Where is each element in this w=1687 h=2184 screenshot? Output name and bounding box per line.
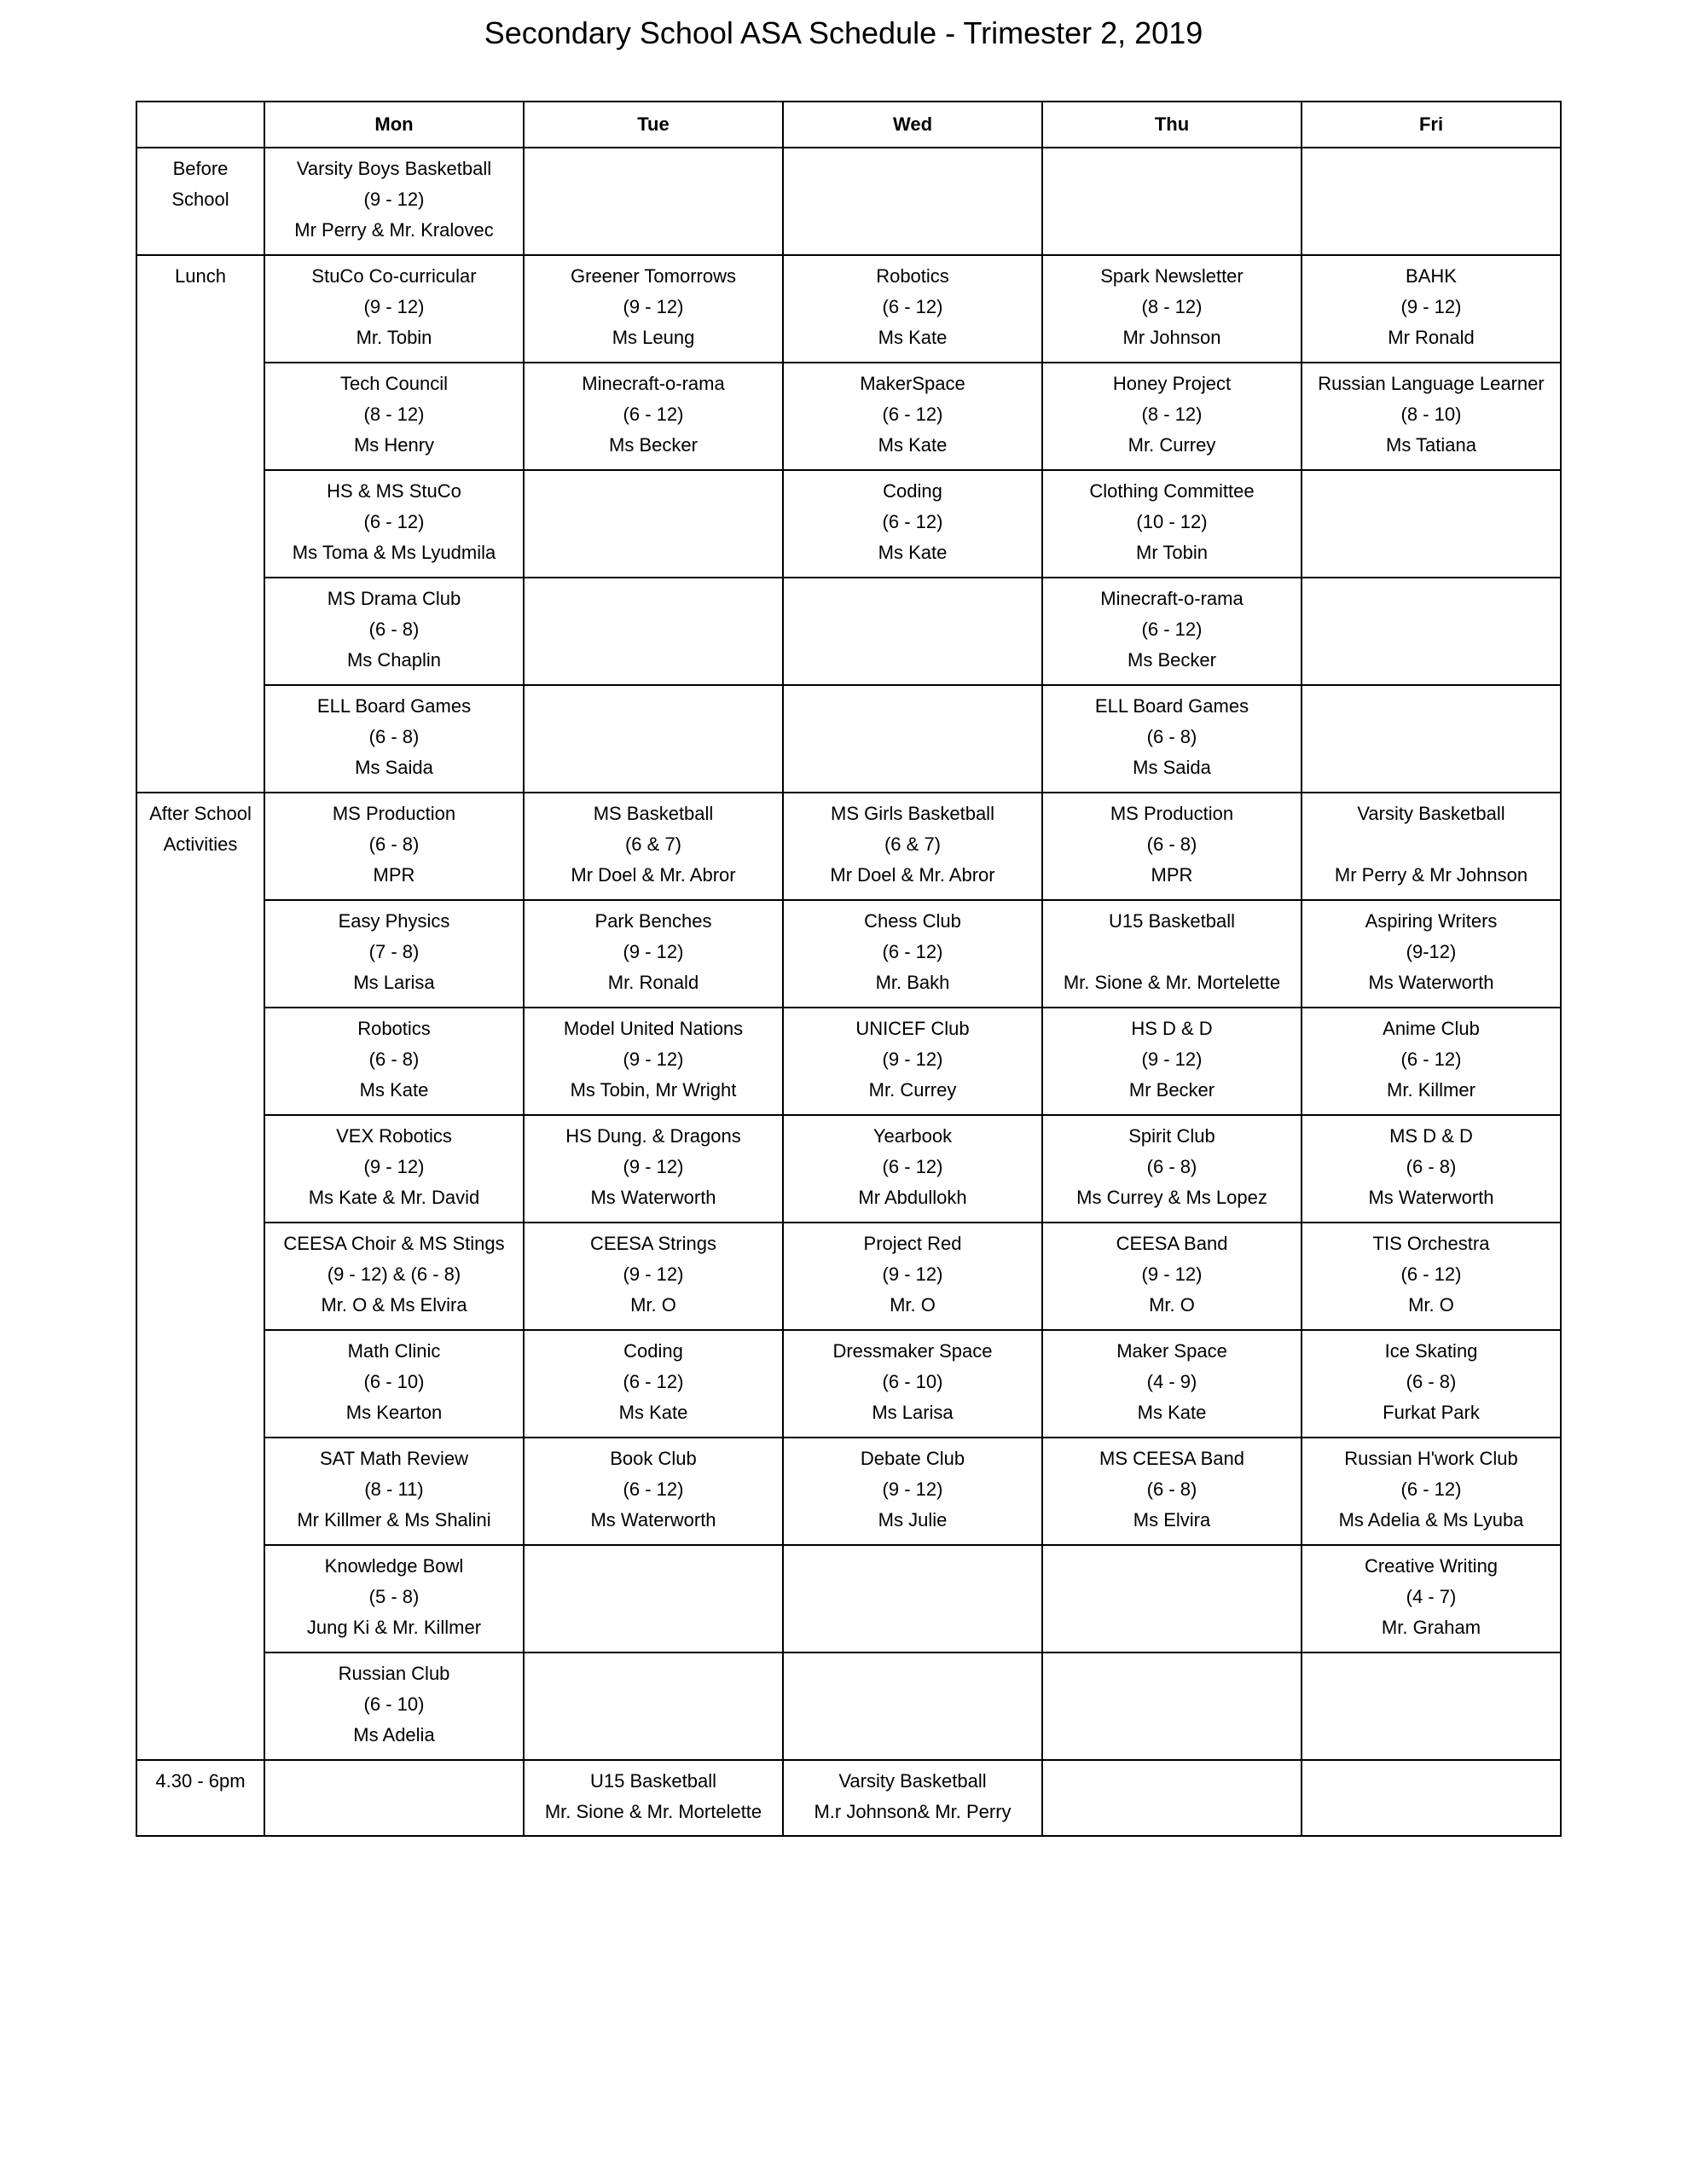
activity-grades: (9 - 12) & (6 - 8): [327, 1263, 461, 1285]
activity-teacher: Jung Ki & Mr. Killmer: [306, 1617, 482, 1638]
activity-cell-tue: [524, 1115, 783, 1223]
activity-teacher: Ms Saida: [1133, 757, 1211, 778]
activity-cell-wed: [783, 1545, 1042, 1653]
activity-cell-tue: [524, 1223, 783, 1330]
activity-grades: (6 - 8): [368, 834, 420, 855]
activity-name: StuCo Co-curricular: [311, 265, 477, 287]
activity-grades: (6 & 7): [884, 834, 942, 855]
activity-cell-wed: [783, 1115, 1042, 1223]
activity-teacher: Ms Kate: [878, 542, 948, 563]
activity-cell-thu: [1042, 793, 1301, 900]
activity-cell-mon: [264, 470, 524, 578]
schedule-row: [136, 1008, 1561, 1115]
activity-name: U15 Basketball: [590, 1770, 716, 1792]
day-header-tue: Tue: [524, 102, 783, 148]
activity-teacher: Furkat Park: [1383, 1402, 1480, 1423]
activity-name: MS D & D: [1389, 1125, 1473, 1147]
activity-grades: [1043, 937, 1301, 967]
activity-cell-mon: [264, 1438, 524, 1545]
schedule-row: [136, 255, 1561, 363]
activity-teacher: Mr Ronald: [1388, 327, 1475, 348]
activity-name: Book Club: [610, 1448, 697, 1469]
activity-name: Maker Space: [1116, 1340, 1227, 1362]
schedule-row: [136, 578, 1561, 685]
activity-cell-fri: [1301, 1008, 1561, 1115]
activity-name: MS Drama Club: [327, 588, 461, 609]
activity-cell-fri: [1301, 1115, 1561, 1223]
activity-cell-fri: [1301, 1330, 1561, 1438]
activity-name: Coding: [883, 480, 942, 502]
period-label-line: 4.30 - 6pm: [155, 1770, 246, 1792]
activity-cell-fri: [1301, 470, 1561, 578]
period-label-line: Lunch: [175, 265, 226, 287]
schedule-row: [136, 900, 1561, 1008]
activity-teacher: Ms Becker: [1128, 649, 1216, 671]
activity-cell-tue: [524, 900, 783, 1008]
activity-teacher: Ms Adelia & Ms Lyuba: [1338, 1509, 1524, 1531]
activity-cell-tue: [524, 1760, 783, 1836]
activity-cell-tue: [524, 1653, 783, 1760]
activity-name: BAHK: [1406, 265, 1457, 287]
activity-cell-wed: [783, 1438, 1042, 1545]
activity-cell-wed: [783, 1760, 1042, 1836]
activity-teacher: Mr. O: [1149, 1294, 1195, 1316]
activity-cell-mon: [264, 255, 524, 363]
activity-cell-thu: [1042, 1115, 1301, 1223]
activity-teacher: Mr Perry & Mr. Kralovec: [294, 219, 494, 241]
activity-teacher: Ms Julie: [878, 1509, 948, 1531]
activity-grades: (6 - 12): [882, 1156, 943, 1177]
activity-teacher: Ms Waterworth: [590, 1509, 716, 1531]
activity-teacher: Ms Kate: [618, 1402, 688, 1423]
activity-name: Ice Skating: [1384, 1340, 1478, 1362]
activity-cell-fri: [1301, 148, 1561, 255]
activity-cell-mon: [264, 1008, 524, 1115]
activity-teacher: Ms Elvira: [1133, 1509, 1211, 1531]
activity-cell-wed: [783, 1330, 1042, 1438]
header-row: [136, 102, 1561, 148]
activity-name: Varsity Basketball: [838, 1770, 987, 1792]
activity-name: MS CEESA Band: [1099, 1448, 1244, 1469]
activity-cell-fri: [1301, 255, 1561, 363]
activity-name: Russian H'work Club: [1344, 1448, 1518, 1469]
activity-cell-thu: [1042, 1008, 1301, 1115]
activity-cell-tue: [524, 148, 783, 255]
period-label-line: Activities: [163, 834, 238, 855]
schedule-body: [136, 148, 1561, 1836]
activity-cell-tue: [524, 1330, 783, 1438]
activity-cell-wed: [783, 1653, 1042, 1760]
activity-name: Greener Tomorrows: [571, 265, 736, 287]
activity-cell-thu: [1042, 1545, 1301, 1653]
activity-teacher: Ms Tatiana: [1386, 434, 1476, 456]
activity-teacher: Ms Saida: [355, 757, 433, 778]
activity-grades: (4 - 7): [1406, 1586, 1457, 1607]
activity-teacher: Mr. Currey: [868, 1079, 957, 1101]
activity-teacher: Ms Kate: [1137, 1402, 1207, 1423]
day-header-wed: Wed: [783, 102, 1042, 148]
activity-grades: (9 - 12): [882, 1048, 943, 1070]
activity-teacher: Mr Johnson: [1122, 327, 1221, 348]
period-label-cell: [136, 1760, 264, 1836]
activity-cell-wed: [783, 255, 1042, 363]
activity-name: Varsity Boys Basketball: [296, 158, 492, 179]
activity-teacher: Ms Larisa: [353, 972, 435, 993]
activity-name: Varsity Basketball: [1357, 803, 1505, 824]
activity-cell-thu: [1042, 1330, 1301, 1438]
activity-name: HS D & D: [1131, 1018, 1213, 1039]
activity-grades: (9 - 12): [882, 1263, 943, 1285]
activity-grades: (6 - 12): [363, 511, 425, 532]
activity-cell-mon: [264, 793, 524, 900]
corner-cell: [136, 102, 264, 148]
activity-grades: (6 - 12): [882, 511, 943, 532]
activity-teacher: Ms Kate: [359, 1079, 429, 1101]
activity-name: Russian Club: [338, 1663, 450, 1684]
activity-grades: (6 - 8): [368, 1048, 420, 1070]
activity-name: CEESA Strings: [590, 1233, 716, 1254]
activity-teacher: Ms Waterworth: [590, 1187, 716, 1208]
activity-name: Anime Club: [1383, 1018, 1480, 1039]
activity-grades: (6 - 10): [882, 1371, 943, 1392]
activity-cell-wed: [783, 148, 1042, 255]
activity-name: ELL Board Games: [1094, 695, 1249, 717]
activity-cell-mon: [264, 1330, 524, 1438]
activity-teacher: Mr Doel & Mr. Abror: [571, 864, 736, 886]
activity-name: Minecraft-o-rama: [1100, 588, 1244, 609]
activity-grades: (9 - 12): [363, 189, 425, 210]
activity-grades: (8 - 11): [364, 1478, 424, 1500]
activity-teacher: Ms Becker: [609, 434, 698, 456]
activity-name: Creative Writing: [1364, 1555, 1499, 1577]
schedule-row: [136, 793, 1561, 900]
activity-name: Aspiring Writers: [1365, 910, 1498, 932]
activity-grades: (9 - 12): [623, 1263, 684, 1285]
activity-cell-mon: [264, 900, 524, 1008]
activity-cell-tue: [524, 1008, 783, 1115]
activity-teacher: Ms Waterworth: [1368, 972, 1494, 993]
activity-cell-tue: [524, 1438, 783, 1545]
activity-grades: (9 - 12): [623, 296, 684, 317]
activity-teacher: Mr. Sione & Mr. Mortelette: [1063, 972, 1281, 993]
activity-name: Project Red: [863, 1233, 962, 1254]
activity-name: VEX Robotics: [336, 1125, 452, 1147]
activity-grades: (6 - 8): [1146, 1478, 1197, 1500]
activity-cell-fri: [1301, 1760, 1561, 1836]
activity-teacher: Mr Doel & Mr. Abror: [830, 864, 995, 886]
activity-name: HS & MS StuCo: [327, 480, 461, 502]
activity-cell-thu: [1042, 578, 1301, 685]
schedule-row: [136, 148, 1561, 255]
activity-cell-fri: [1301, 900, 1561, 1008]
activity-name: SAT Math Review: [319, 1448, 469, 1469]
activity-cell-mon: [264, 685, 524, 793]
schedule-row: [136, 363, 1561, 470]
activity-grades: (6 - 8): [368, 619, 420, 640]
activity-name: Minecraft-o-rama: [582, 373, 725, 394]
activity-cell-tue: [524, 255, 783, 363]
activity-grades: (6 - 8): [368, 726, 420, 747]
activity-cell-fri: [1301, 578, 1561, 685]
activity-name: Russian Language Learner: [1318, 373, 1545, 394]
activity-cell-wed: [783, 470, 1042, 578]
schedule-row: [136, 1760, 1561, 1836]
activity-cell-wed: [783, 1008, 1042, 1115]
activity-name: CEESA Choir & MS Stings: [283, 1233, 505, 1254]
activity-cell-thu: [1042, 1223, 1301, 1330]
activity-grades: (9 - 12): [363, 1156, 425, 1177]
activity-grades: [1302, 829, 1560, 860]
activity-grades: (5 - 8): [368, 1586, 420, 1607]
activity-teacher: MPR: [373, 864, 415, 886]
activity-grades: (6 - 12): [623, 404, 684, 425]
activity-teacher: Mr. Ronald: [607, 972, 699, 993]
activity-grades: (6 - 12): [882, 941, 943, 962]
activity-name: UNICEF Club: [855, 1018, 970, 1039]
activity-cell-tue: [524, 793, 783, 900]
activity-cell-tue: [524, 685, 783, 793]
activity-grades: (6 - 12): [1400, 1263, 1462, 1285]
activity-grades: (10 - 12): [1136, 511, 1208, 532]
activity-cell-mon: [264, 1545, 524, 1653]
activity-name: Spark Newsletter: [1100, 265, 1244, 287]
activity-cell-mon: [264, 578, 524, 685]
activity-teacher: Mr. Killmer: [1387, 1079, 1475, 1101]
activity-cell-mon: [264, 1653, 524, 1760]
schedule-row: [136, 1545, 1561, 1653]
schedule-row: [136, 1438, 1561, 1545]
activity-teacher: Ms Henry: [353, 434, 435, 456]
activity-cell-mon: [264, 1760, 524, 1836]
activity-name: MS Girls Basketball: [831, 803, 994, 824]
activity-cell-tue: [524, 470, 783, 578]
activity-cell-thu: [1042, 470, 1301, 578]
activity-grades: (6 - 12): [882, 296, 943, 317]
day-header-mon: Mon: [264, 102, 524, 148]
activity-name: Spirit Club: [1128, 1125, 1215, 1147]
schedule-table: [136, 101, 1562, 1837]
activity-teacher: Mr Becker: [1128, 1079, 1215, 1101]
activity-teacher: M.r Johnson& Mr. Perry: [814, 1801, 1012, 1822]
activity-name: Easy Physics: [338, 910, 450, 932]
activity-cell-wed: [783, 900, 1042, 1008]
activity-grades: (8 - 12): [1141, 404, 1203, 425]
activity-name: Tech Council: [340, 373, 448, 394]
activity-cell-fri: [1301, 1438, 1561, 1545]
activity-teacher: Mr. O & Ms Elvira: [321, 1294, 467, 1316]
activity-name: MS Production: [1110, 803, 1234, 824]
activity-grades: (6 - 12): [1141, 619, 1203, 640]
activity-cell-fri: [1301, 1223, 1561, 1330]
activity-name: MS Basketball: [593, 803, 714, 824]
activity-cell-wed: [783, 1223, 1042, 1330]
activity-grades: (6 - 8): [1146, 1156, 1197, 1177]
activity-cell-mon: [264, 363, 524, 470]
activity-name: Coding: [623, 1340, 683, 1362]
activity-teacher: Mr. Sione & Mr. Mortelette: [544, 1801, 762, 1822]
period-label-line: Before: [172, 158, 229, 179]
activity-cell-tue: [524, 1545, 783, 1653]
period-label-line: School: [171, 189, 229, 210]
activity-name: Math Clinic: [347, 1340, 441, 1362]
activity-name: U15 Basketball: [1109, 910, 1235, 932]
schedule-row: [136, 1115, 1561, 1223]
activity-teacher: Ms Kate: [878, 327, 948, 348]
activity-teacher: Mr Tobin: [1136, 542, 1208, 563]
activity-cell-thu: [1042, 255, 1301, 363]
activity-name: Knowledge Bowl: [324, 1555, 464, 1577]
activity-teacher: Ms Chaplin: [346, 649, 442, 671]
activity-grades: (6 - 10): [363, 1693, 425, 1715]
activity-name: Clothing Committee: [1089, 480, 1255, 502]
activity-cell-fri: [1301, 363, 1561, 470]
activity-name: Honey Project: [1112, 373, 1232, 394]
activity-cell-thu: [1042, 1438, 1301, 1545]
activity-grades: (6 - 10): [363, 1371, 425, 1392]
activity-teacher: Mr. O: [1408, 1294, 1454, 1316]
activity-cell-fri: [1301, 685, 1561, 793]
activity-name: Model United Nations: [563, 1018, 744, 1039]
activity-name: Debate Club: [860, 1448, 965, 1469]
activity-cell-mon: [264, 148, 524, 255]
activity-name: Dressmaker Space: [832, 1340, 993, 1362]
activity-cell-thu: [1042, 900, 1301, 1008]
activity-teacher: Mr Killmer & Ms Shalini: [297, 1509, 491, 1531]
schedule-row: [136, 1330, 1561, 1438]
activity-grades: (9 - 12): [882, 1478, 943, 1500]
activity-grades: (9 - 12): [1141, 1048, 1203, 1070]
activity-teacher: Mr. Graham: [1381, 1617, 1481, 1638]
activity-cell-thu: [1042, 363, 1301, 470]
activity-cell-mon: [264, 1223, 524, 1330]
activity-teacher: Mr. O: [890, 1294, 936, 1316]
activity-grades: (6 - 12): [1400, 1048, 1462, 1070]
activity-cell-tue: [524, 363, 783, 470]
activity-grades: (8 - 12): [363, 404, 425, 425]
activity-teacher: Mr. Tobin: [356, 327, 432, 348]
activity-name: Park Benches: [594, 910, 712, 932]
activity-grades: (6 - 8): [1146, 834, 1197, 855]
activity-cell-fri: [1301, 793, 1561, 900]
activity-teacher: Mr. O: [630, 1294, 676, 1316]
activity-grades: (7 - 8): [368, 941, 420, 962]
activity-teacher: Ms Kate: [878, 434, 948, 456]
activity-cell-thu: [1042, 1760, 1301, 1836]
period-label-cell: [136, 255, 264, 793]
activity-cell-wed: [783, 363, 1042, 470]
activity-teacher: MPR: [1151, 864, 1193, 886]
activity-grades: (4 - 9): [1146, 1371, 1197, 1392]
activity-teacher: Ms Leung: [612, 327, 695, 348]
activity-teacher: Ms Kate & Mr. David: [308, 1187, 480, 1208]
activity-grades: (9-12): [1406, 941, 1457, 962]
activity-teacher: Ms Tobin, Mr Wright: [570, 1079, 737, 1101]
activity-cell-fri: [1301, 1545, 1561, 1653]
activity-cell-fri: [1301, 1653, 1561, 1760]
activity-teacher: Ms Waterworth: [1368, 1187, 1494, 1208]
activity-cell-wed: [783, 793, 1042, 900]
activity-cell-mon: [264, 1115, 524, 1223]
activity-teacher: Mr Abdullokh: [858, 1187, 967, 1208]
activity-grades: (8 - 10): [1400, 404, 1462, 425]
activity-grades: (9 - 12): [1141, 1263, 1203, 1285]
activity-grades: (9 - 12): [623, 1156, 684, 1177]
activity-name: ELL Board Games: [316, 695, 472, 717]
activity-teacher: Ms Currey & Ms Lopez: [1076, 1187, 1267, 1208]
activity-teacher: Ms Toma & Ms Lyudmila: [292, 542, 496, 563]
schedule-row: [136, 470, 1561, 578]
activity-grades: (6 - 12): [623, 1478, 684, 1500]
activity-cell-wed: [783, 578, 1042, 685]
activity-name: Chess Club: [864, 910, 961, 932]
activity-grades: (9 - 12): [623, 941, 684, 962]
activity-teacher: Ms Kearton: [345, 1402, 443, 1423]
activity-grades: (9 - 12): [1400, 296, 1462, 317]
page-title: Secondary School ASA Schedule - Trimester 2, 2019: [484, 15, 1203, 50]
period-label-cell: [136, 148, 264, 255]
activity-grades: (6 - 12): [1400, 1478, 1462, 1500]
activity-grades: (6 - 8): [1146, 726, 1197, 747]
activity-teacher: Mr Perry & Mr Johnson: [1334, 864, 1528, 886]
day-header-fri: Fri: [1301, 102, 1561, 148]
activity-grades: (6 - 8): [1406, 1156, 1457, 1177]
activity-teacher: Mr. Bakh: [875, 972, 950, 993]
activity-grades: (9 - 12): [363, 296, 425, 317]
activity-grades: (6 - 12): [623, 1371, 684, 1392]
activity-grades: (6 - 12): [882, 404, 943, 425]
activity-teacher: Ms Larisa: [872, 1402, 954, 1423]
activity-name: TIS Orchestra: [1372, 1233, 1490, 1254]
activity-name: MS Production: [332, 803, 456, 824]
period-label-line: After School: [149, 803, 252, 824]
activity-cell-wed: [783, 685, 1042, 793]
activity-grades: (6 - 8): [1406, 1371, 1457, 1392]
activity-name: HS Dung. & Dragons: [565, 1125, 741, 1147]
schedule-row: [136, 1653, 1561, 1760]
activity-name: CEESA Band: [1116, 1233, 1228, 1254]
activity-teacher: Ms Adelia: [353, 1724, 435, 1745]
activity-cell-tue: [524, 578, 783, 685]
activity-cell-thu: [1042, 685, 1301, 793]
activity-name: Robotics: [357, 1018, 431, 1039]
day-header-thu: Thu: [1042, 102, 1301, 148]
activity-name: Robotics: [876, 265, 949, 287]
activity-name: MakerSpace: [860, 373, 965, 394]
schedule-row: [136, 1223, 1561, 1330]
activity-grades: (9 - 12): [623, 1048, 684, 1070]
activity-name: Yearbook: [872, 1125, 953, 1147]
activity-teacher: Mr. Currey: [1128, 434, 1216, 456]
period-label-cell: [136, 793, 264, 1760]
activity-grades: (8 - 12): [1141, 296, 1203, 317]
activity-cell-thu: [1042, 148, 1301, 255]
activity-grades: (6 & 7): [624, 834, 682, 855]
activity-cell-thu: [1042, 1653, 1301, 1760]
schedule-row: [136, 685, 1561, 793]
